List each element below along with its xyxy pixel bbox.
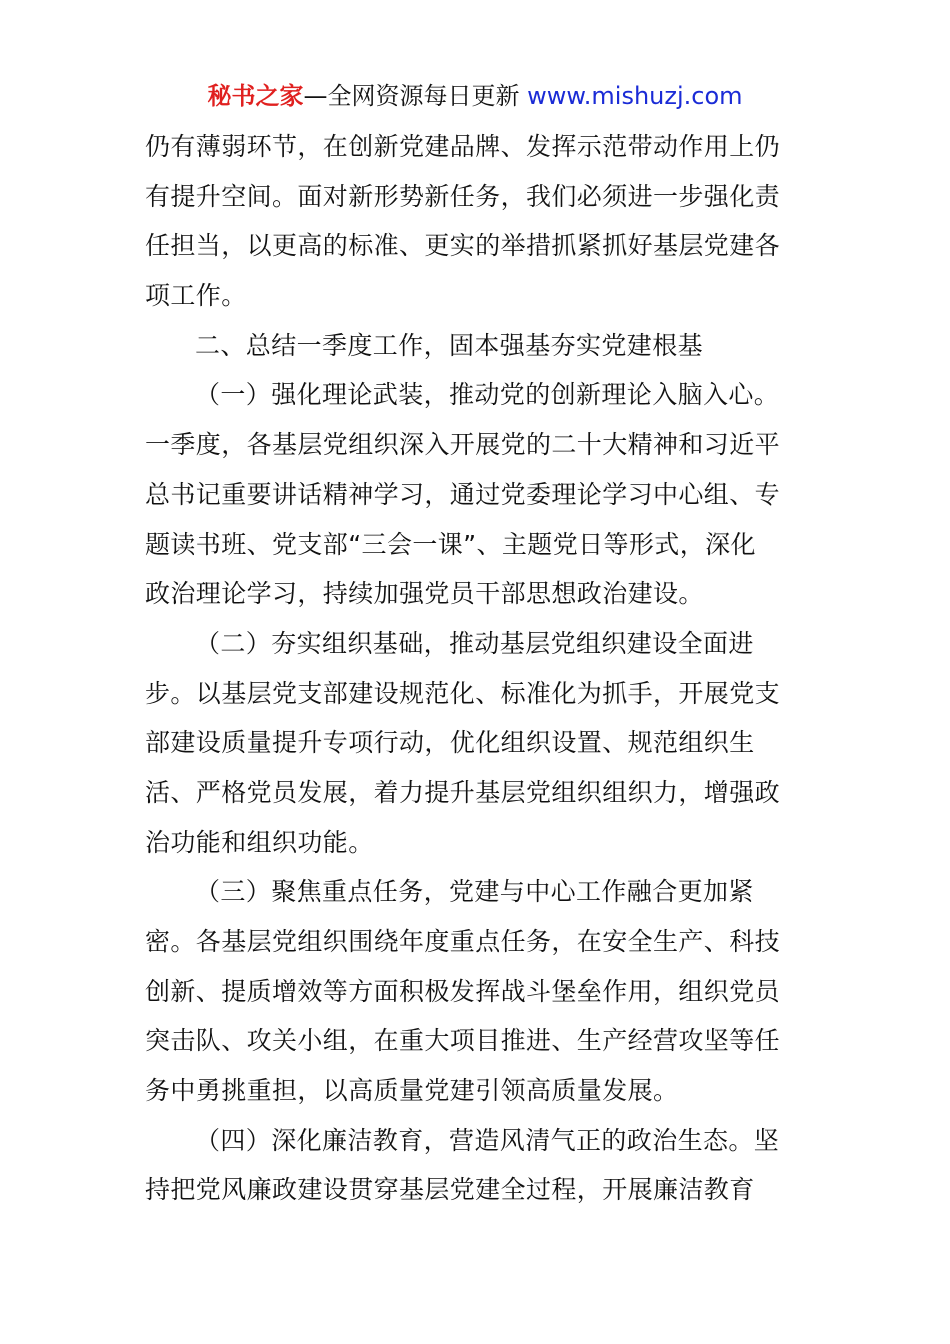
paragraph-line: 务中勇挑重担，以高质量党建引领高质量发展。: [145, 1076, 679, 1106]
paragraph-line: 活、严格党员发展，着力提升基层党组织组织力，增强政: [145, 777, 781, 807]
site-url-link[interactable]: www.mishuzj.com: [527, 82, 743, 110]
header-tagline: —全网资源每日更新: [303, 82, 528, 110]
paragraph-heading-line: 二、总结一季度工作，固本强基夯实党建根基: [195, 330, 704, 360]
paragraph-heading-line: （二）夯实组织基础，推动基层党组织建设全面进: [195, 628, 754, 658]
paragraph-line: 有提升空间。面对新形势新任务，我们必须进一步强化责: [145, 181, 781, 211]
paragraph-line: 任担当，以更高的标准、更实的举措抓紧抓好基层党建各: [145, 231, 781, 261]
paragraph-line: 步。以基层党支部建设规范化、标准化为抓手，开展党支: [145, 678, 781, 708]
paragraph-line: 政治理论学习，持续加强党员干部思想政治建设。: [145, 579, 704, 609]
paragraph-line: 突击队、攻关小组，在重大项目推进、生产经营攻坚等任: [145, 1026, 781, 1056]
brand-name: 秘书之家: [207, 82, 304, 110]
document-body: [145, 122, 815, 1215]
page-header: [0, 80, 950, 112]
paragraph-line: 部建设质量提升专项行动，优化组织设置、规范组织生: [145, 728, 755, 758]
paragraph-line: 一季度，各基层党组织深入开展党的二十大精神和习近平: [145, 430, 781, 460]
paragraph-line: 持把党风廉政建设贯穿基层党建全过程，开展廉洁教育: [145, 1175, 755, 1205]
paragraph-line: 总书记重要讲话精神学习，通过党委理论学习中心组、专: [145, 479, 781, 509]
paragraph-line: 项工作。: [145, 281, 247, 311]
paragraph-heading-line: （一）强化理论武装，推动党的创新理论入脑入心。: [195, 380, 780, 410]
paragraph-line: 密。各基层党组织围绕年度重点任务，在安全生产、科技: [145, 927, 781, 956]
paragraph-heading-line: （四）深化廉洁教育，营造风清气正的政治生态。坚: [195, 1125, 780, 1155]
paragraph-line: 仍有薄弱环节，在创新党建品牌、发挥示范带动作用上仍: [145, 132, 781, 161]
paragraph-line: 题读书班、党支部“三会一课”、主题党日等形式，深化: [145, 529, 756, 559]
paragraph-line: 创新、提质增效等方面积极发挥战斗堡垒作用，组织党员: [145, 976, 781, 1006]
paragraph-heading-line: （三）聚焦重点任务，党建与中心工作融合更加紧: [195, 877, 754, 907]
paragraph-line: 治功能和组织功能。: [145, 827, 374, 857]
